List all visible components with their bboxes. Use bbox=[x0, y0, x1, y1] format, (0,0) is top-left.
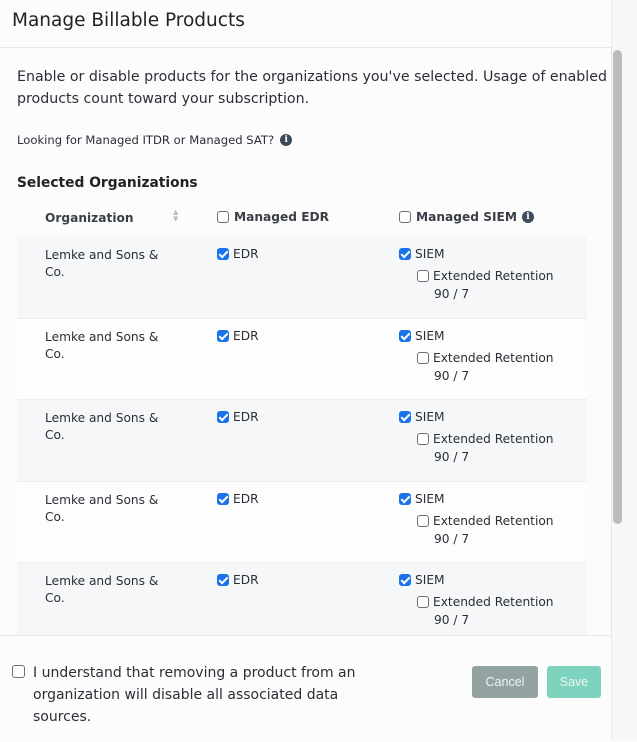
extended-retention-toggle[interactable] bbox=[417, 351, 554, 365]
retention-value: 90 / 7 bbox=[434, 450, 470, 464]
edr-label: EDR bbox=[233, 328, 259, 343]
scrollbar-thumb[interactable] bbox=[613, 50, 622, 524]
organization-name: Lemke and Sons & Co. bbox=[45, 329, 159, 361]
table-row bbox=[17, 319, 587, 401]
cancel-button[interactable]: Cancel bbox=[472, 666, 538, 698]
extended-retention-toggle[interactable] bbox=[417, 432, 554, 446]
extended-retention-toggle[interactable] bbox=[417, 269, 554, 283]
extended-retention-toggle[interactable] bbox=[417, 595, 554, 609]
edr-label: EDR bbox=[233, 573, 259, 587]
table-row bbox=[17, 563, 587, 635]
table-row bbox=[17, 482, 587, 564]
siem-toggle[interactable] bbox=[399, 247, 445, 261]
edr-toggle[interactable] bbox=[217, 573, 259, 587]
edr-label: EDR bbox=[233, 410, 259, 424]
siem-checkbox[interactable] bbox=[399, 411, 411, 423]
edr-checkbox[interactable] bbox=[217, 248, 229, 260]
edr-label: EDR bbox=[233, 491, 259, 506]
siem-checkbox[interactable] bbox=[399, 493, 411, 505]
managed-siem-select-all-checkbox[interactable] bbox=[399, 211, 411, 223]
table-row bbox=[17, 237, 587, 319]
edr-toggle[interactable] bbox=[217, 329, 259, 343]
siem-toggle[interactable] bbox=[399, 492, 445, 506]
organization-name: Lemke and Sons & Co. bbox=[45, 492, 159, 524]
extended-retention-toggle[interactable] bbox=[417, 514, 554, 528]
edr-checkbox[interactable] bbox=[217, 493, 229, 505]
extended-retention-label: Extended Retention bbox=[433, 513, 554, 528]
retention-value: 90 / 7 bbox=[434, 368, 470, 383]
dialog-title: Manage Billable Products bbox=[12, 10, 245, 31]
managed-siem-header-label: Managed SIEM bbox=[416, 210, 517, 224]
edr-checkbox[interactable] bbox=[217, 574, 229, 586]
column-header-organization[interactable]: Organization bbox=[45, 211, 134, 225]
edr-toggle[interactable] bbox=[217, 410, 259, 424]
extended-retention-checkbox[interactable] bbox=[417, 596, 429, 608]
siem-label: SIEM bbox=[415, 410, 445, 424]
itdr-prompt bbox=[17, 133, 292, 147]
edr-label: EDR bbox=[233, 247, 259, 261]
siem-label: SIEM bbox=[415, 328, 445, 343]
extended-retention-label: Extended Retention bbox=[433, 269, 554, 283]
siem-toggle[interactable] bbox=[399, 573, 445, 587]
dialog-header bbox=[0, 0, 611, 48]
edr-checkbox[interactable] bbox=[217, 330, 229, 342]
extended-retention-checkbox[interactable] bbox=[417, 352, 429, 364]
intro-text: Enable or disable products for the organizations you've selected. Usage of enabled products count toward your subscription. bbox=[17, 69, 607, 107]
acknowledge-toggle[interactable] bbox=[12, 662, 393, 728]
info-icon[interactable]: i bbox=[522, 211, 534, 223]
siem-toggle[interactable] bbox=[399, 410, 445, 424]
table-row bbox=[17, 400, 587, 482]
extended-retention-label: Extended Retention bbox=[433, 595, 554, 609]
siem-label: SIEM bbox=[415, 491, 445, 506]
sort-icon[interactable]: ▲ ▼ bbox=[173, 208, 179, 223]
siem-checkbox[interactable] bbox=[399, 330, 411, 342]
table-body bbox=[17, 237, 587, 635]
managed-edr-select-all-checkbox[interactable] bbox=[217, 211, 229, 223]
header-managed-siem[interactable] bbox=[399, 210, 534, 224]
header-managed-edr[interactable] bbox=[217, 210, 329, 224]
info-icon[interactable]: i bbox=[280, 134, 292, 146]
edr-toggle[interactable] bbox=[217, 247, 259, 261]
edr-checkbox[interactable] bbox=[217, 411, 229, 423]
organization-name: Lemke and Sons & Co. bbox=[45, 574, 159, 605]
extended-retention-label: Extended Retention bbox=[433, 432, 554, 446]
dialog-body bbox=[0, 48, 611, 635]
retention-value: 90 / 7 bbox=[434, 531, 470, 546]
siem-checkbox[interactable] bbox=[399, 248, 411, 260]
section-title: Selected Organizations bbox=[17, 175, 198, 191]
extended-retention-checkbox[interactable] bbox=[417, 270, 429, 282]
extended-retention-checkbox[interactable] bbox=[417, 433, 429, 445]
organization-name: Lemke and Sons & Co. bbox=[45, 411, 159, 442]
extended-retention-checkbox[interactable] bbox=[417, 515, 429, 527]
extended-retention-label: Extended Retention bbox=[433, 350, 554, 365]
acknowledge-text: I understand that removing a product from an organization will disable all associated data sources. bbox=[33, 665, 356, 725]
save-button[interactable]: Save bbox=[547, 666, 601, 698]
itdr-prompt-text: Looking for Managed ITDR or Managed SAT? bbox=[17, 133, 275, 147]
acknowledge-checkbox[interactable] bbox=[12, 665, 25, 678]
siem-checkbox[interactable] bbox=[399, 574, 411, 586]
dialog-footer bbox=[0, 635, 611, 742]
siem-toggle[interactable] bbox=[399, 329, 445, 343]
siem-label: SIEM bbox=[415, 573, 445, 587]
edr-toggle[interactable] bbox=[217, 492, 259, 506]
siem-label: SIEM bbox=[415, 247, 445, 261]
table-header bbox=[17, 203, 587, 237]
managed-edr-header-label: Managed EDR bbox=[234, 210, 330, 224]
retention-value: 90 / 7 bbox=[434, 613, 470, 627]
organization-name: Lemke and Sons & Co. bbox=[45, 248, 159, 279]
retention-value: 90 / 7 bbox=[434, 287, 470, 301]
